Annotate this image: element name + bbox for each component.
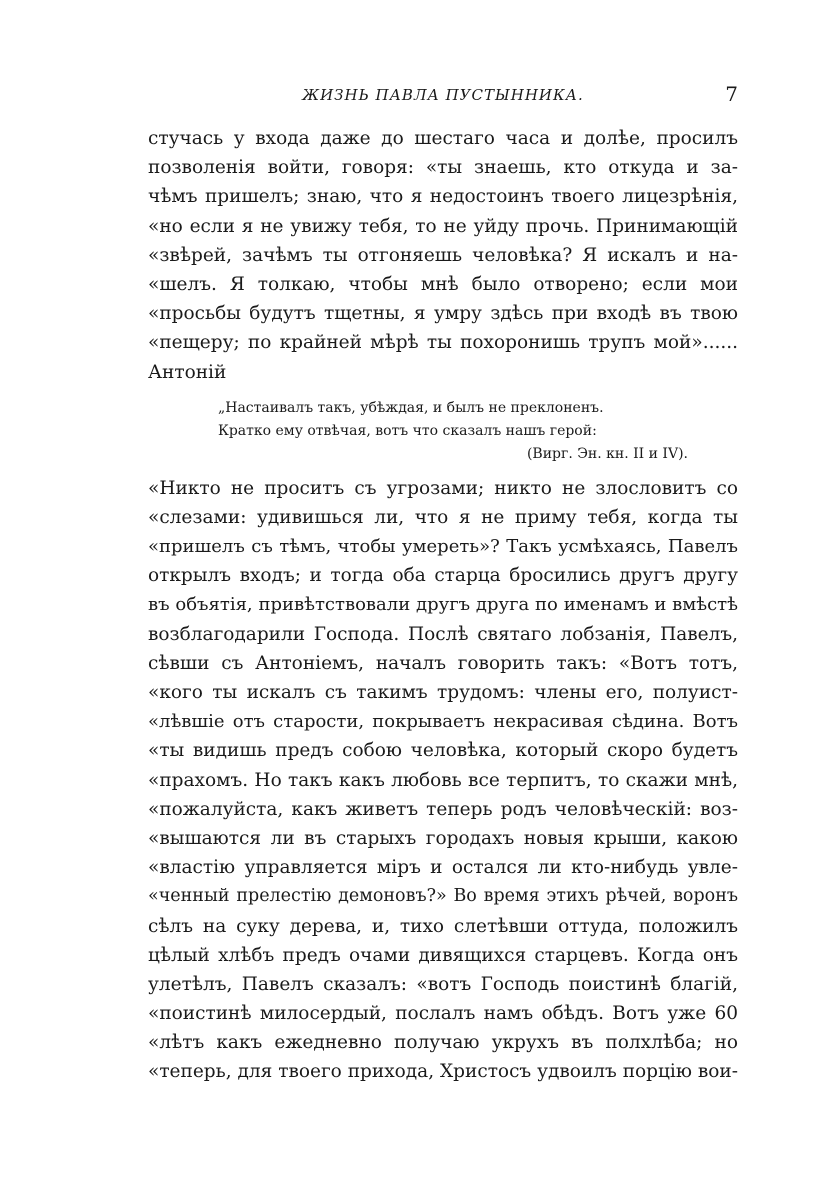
page-number: 7: [725, 82, 738, 106]
text-line: «поистинѣ милосердый, послалъ намъ обѣдъ. Вотъ уже 60: [148, 1003, 738, 1025]
text-line: цѣлый хлѣбъ предъ очами дивящихся старцевъ. Когда онъ: [148, 944, 738, 966]
running-title: ЖИЗНЬ ПАВЛА ПУСТЫННИКА.: [302, 86, 584, 104]
verse-line: Кратко ему отвѣчая, вотъ что сказалъ нашъ герой:: [218, 422, 597, 439]
text-line: «просьбы будутъ тщетны, я умру здѣсь при входѣ въ твою: [148, 303, 738, 325]
text-line: «ченный прелестію демоновъ?» Во время этихъ рѣчей, воронъ: [148, 886, 738, 907]
text-line: «слезами: удивишься ли, что я не приму тебя, когда ты: [148, 506, 738, 528]
text-line: въ объятія, привѣтствовали другъ друга по именамъ и вмѣстѣ: [148, 594, 738, 616]
paragraph-1: [148, 124, 738, 387]
text-line: сѣлъ на суку дерева, и, тихо слетѣвши оттуда, положилъ: [148, 915, 738, 937]
text-line: «пожалуйста, какъ живетъ теперь родъ человѣческій: воз-: [148, 798, 738, 820]
text-line: «кого ты искалъ съ такимъ трудомъ: члены его, полуист-: [148, 682, 738, 703]
text-line: Антоній: [148, 361, 227, 383]
paragraph-2: [148, 474, 738, 1087]
verse-quotation: [218, 397, 688, 466]
text-line: «вышаются ли въ старыхъ городахъ новыя крыши, какою: [148, 827, 738, 849]
text-line: «властію управляется міръ и остался ли кто-нибудь увле-: [148, 857, 738, 879]
text-line: позволенія войти, говоря: «ты знаешь, кто откуда и за-: [148, 157, 738, 179]
text-line: улетѣлъ, Павелъ сказалъ: «вотъ Господь поистинѣ благій,: [148, 973, 738, 995]
text-line: «лѣтъ какъ ежедневно получаю укрухъ въ полхлѣба; но: [148, 1032, 738, 1054]
running-head: [148, 82, 738, 106]
text-line: «шелъ. Я толкаю, чтобы мнѣ было отворено; если мои: [148, 273, 738, 295]
verse-citation: (Вирг. Эн. кн. II и IV).: [526, 445, 688, 462]
text-line: сѣвши съ Антоніемъ, началъ говорить такъ: «Вотъ тотъ,: [148, 652, 738, 674]
text-line: возблагодарили Господа. Послѣ святаго лобзанія, Павелъ,: [148, 623, 738, 645]
text-line: «но если я не увижу тебя, то не уйду прочь. Принимающій: [148, 215, 738, 237]
text-line: «прахомъ. Но такъ какъ любовь все терпитъ, то скажи мнѣ,: [148, 769, 738, 791]
text-line: «пришелъ съ тѣмъ, чтобы умереть»? Такъ усмѣхаясь, Павелъ: [148, 536, 738, 558]
text-line: «Никто не проситъ съ угрозами; никто не злословитъ со: [148, 477, 738, 499]
text-line: «звѣрей, зачѣмъ ты отгоняешь человѣка? Я искалъ и на-: [148, 244, 738, 266]
text-line: «теперь, для твоего прихода, Христосъ удвоилъ порцію вои-: [148, 1061, 738, 1083]
text-line: «пещеру; по крайней мѣрѣ ты похоронишь трупъ мой»......: [148, 332, 738, 354]
text-line: стучась у входа даже до шестаго часа и долѣе, просилъ: [148, 128, 738, 149]
body-text: [148, 124, 738, 1087]
text-line: открылъ входъ; и тогда оба старца бросились другъ другу: [148, 565, 738, 587]
text-line: «ты видишь предъ собою человѣка, который скоро будетъ: [148, 740, 738, 762]
text-line: чѣмъ пришелъ; знаю, что я недостоинъ твоего лицезрѣнія,: [148, 186, 738, 208]
verse-line: „Настаивалъ такъ, убѣждая, и былъ не преклоненъ.: [218, 399, 604, 416]
text-line: «лѣвшіе отъ старости, покрываетъ некрасивая сѣдина. Вотъ: [148, 711, 738, 733]
